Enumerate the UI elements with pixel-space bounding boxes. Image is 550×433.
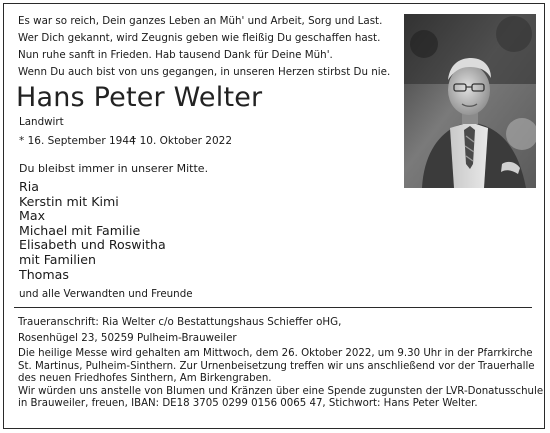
address-line: Rosenhügel 23, 50259 Pulheim-Brauweiler	[18, 332, 237, 344]
mourner: Michael mit Familie	[19, 222, 141, 238]
notes-line: in Brauweiler, freuen, IBAN: DE18 3705 0299 0156 0065 47, Stichwort: Hans Peter Welter.	[18, 398, 478, 410]
notes-line: Die heilige Messe wird gehalten am Mittwoch, dem 26. Oktober 2022, um 9.30 Uhr in der Pfarrkirche	[18, 348, 533, 359]
portrait-photo	[404, 14, 536, 188]
notes-line: Wir würden uns anstelle von Blumen und Kränzen über eine Spende zugunsten der LVR-Donatusschule	[18, 385, 544, 397]
poem-line: Es war so reich, Dein ganzes Leben an Müh' und Arbeit, Sorg und Last.	[18, 15, 383, 27]
mourning-address	[18, 314, 341, 346]
mourner-list	[19, 180, 166, 282]
address-line: Traueranschrift: Ria Welter c/o Bestattungshaus Schieffer oHG,	[18, 316, 342, 328]
death-date: † 10. Oktober 2022	[131, 135, 233, 147]
notes-line: St. Martinus, Pulheim-Sinthern. Zur Urnenbeisetzung treffen wir uns anschließend vor der Trauerhalle	[18, 360, 535, 372]
mourner: Ria	[19, 179, 39, 194]
poem-line: Nun ruhe sanft in Frieden. Hab tausend Dank für Deine Müh'.	[18, 49, 333, 61]
mourner: Max	[19, 208, 46, 224]
poem	[18, 13, 390, 81]
deceased-name: Hans Peter Welter	[16, 82, 263, 113]
notes-line: des neuen Friedhofes Sinthern, Am Birkengraben.	[18, 373, 272, 385]
mourner: mit Familien	[19, 251, 97, 267]
poem-line: Wer Dich gekannt, wird Zeugnis geben wie fleißig Du geschaffen hast.	[18, 32, 381, 44]
deceased-occupation: Landwirt	[19, 116, 64, 128]
motto: Du bleibst immer in unserer Mitte.	[19, 162, 209, 175]
poem-line: Wenn Du auch bist von uns gegangen, in unseren Herzen stirbst Du nie.	[18, 66, 391, 78]
mourner: Elisabeth und Roswitha	[19, 237, 166, 253]
mourner: Kerstin mit Kimi	[19, 193, 119, 209]
divider	[14, 307, 532, 308]
relatives-line: und alle Verwandten und Freunde	[19, 288, 193, 300]
birth-date: * 16. September 1944	[19, 135, 136, 147]
mourner: Thomas	[19, 266, 69, 282]
service-notes	[18, 348, 543, 411]
